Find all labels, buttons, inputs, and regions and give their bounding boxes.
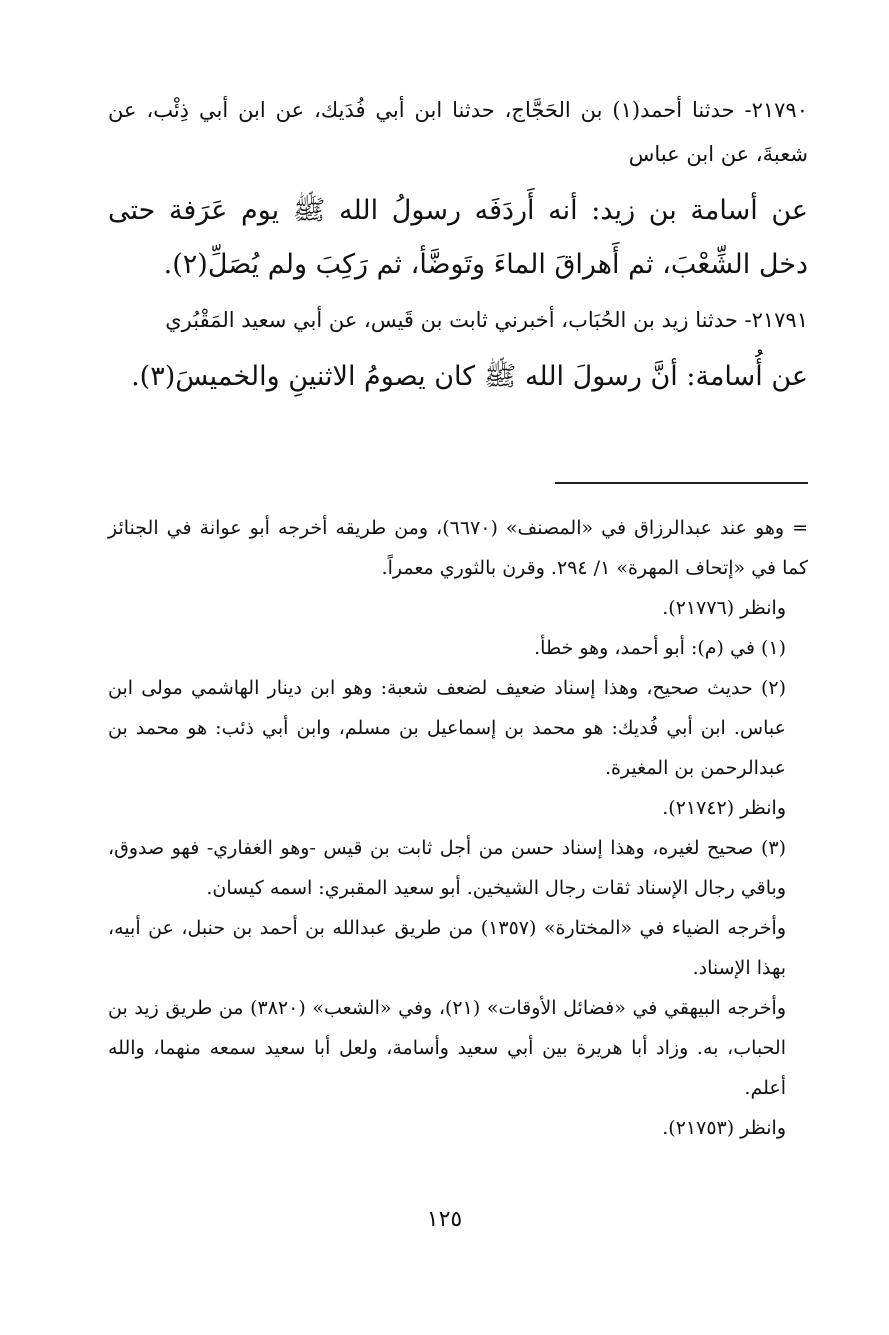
footnote-1: (١) في (م): أبو أحمد، وهو خطأ. [534,637,786,659]
footnote-separator [555,482,808,484]
footnotes [108,508,808,1148]
hadith-matn: عن أُسامة: أنَّ رسولَ الله ﷺ كان يصومُ الاثنينِ والخميسَ(٣). [131,361,808,392]
footnote-3-continuation: وأخرجه الضياء في «المختارة» (١٣٥٧) من طريق عبدالله بن أحمد بن حنبل، عن أبيه، بهذا الإسناد. [108,917,787,979]
page-number: ١٢٥ [426,1207,463,1232]
footnote-2: (٢) حديث صحيح، وهذا إسناد ضعيف لضعف شعبة: وهو ابن دينار الهاشمي مولى ابن عباس. ابن أبي فُديك: هو محمد بن إسماعيل بن مسلم، وابن أبي ذئب: هو محمد بن عبدالرحمن بن المغيرة. [108,677,786,779]
footnote-3: (٣) صحيح لغيره، وهذا إسناد حسن من أجل ثابت بن قيس -وهو الغفاري- فهو صدوق، وباقي رجال الإسناد ثقات رجال الشيخين. أبو سعيد المقبري: اسمه كيسان. [108,837,786,899]
footnote-continuation: = وهو عند عبدالرزاق في «المصنف» (٦٦٧٠)، ومن طريقه أخرجه أبو عوانة في الجنائز كما في «إتحاف المهرة» ١/ ٢٩٤. وقرن بالثوري معمراً. [108,517,809,579]
hadith-isnad: ٢١٧٩٠- حدثنا أحمد(١) بن الحَجَّاج، حدثنا ابن أبي فُدَيك، عن ابن أبي ذِئْب، عن شعبةَ، عن ابن عباس [108,98,808,166]
footnote-crossref: وانظر (٢١٧٤٢). [662,797,786,819]
footnote-crossref: وانظر (٢١٧٧٦). [662,597,786,619]
main-text [108,88,808,410]
hadith-isnad: ٢١٧٩١- حدثنا زيد بن الحُبَاب، أخبرني ثابت بن قَيس، عن أبي سعيد المَقْبُري [165,308,808,332]
footnote-crossref: وانظر (٢١٧٥٣). [662,1117,786,1139]
footnote-3-continuation: وأخرجه البيهقي في «فضائل الأوقات» (٢١)، وفي «الشعب» (٣٨٢٠) من طريق زيد بن الحباب، به. وزاد أبا هريرة بين أبي سعيد وأسامة، ولعل أبا سعيد سمعه منهما، والله أعلم. [108,997,786,1099]
hadith-matn: عن أسامة بن زيد: أنه أَردَفَه رسولُ الله ﷺ يوم عَرَفة حتى دخل الشِّعْبَ، ثم أَهراقَ الماءَ وتَوضَّأ، ثم رَكِبَ ولم يُصَلِّ(٢). [108,195,808,280]
